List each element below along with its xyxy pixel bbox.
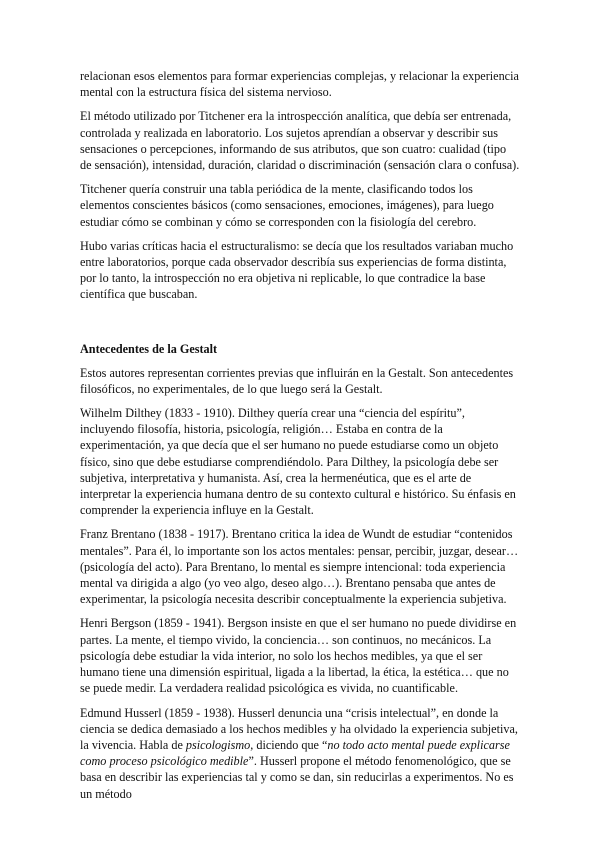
- section-spacer: [80, 311, 520, 327]
- paragraph-husserl: [80, 705, 520, 802]
- husserl-term: psicologismo: [185, 737, 251, 752]
- paragraph-titchener-method: El método utilizado por Titchener era la introspección analítica, que debía ser entrenada, controlada y realizada en laboratorio. Los sujetos aprendían a observar y describir sus sensaciones o percepciones, informando de sus atributos, que son cuatro: cualidad (tipo de sensación), intensidad, duración, claridad o discriminación (sensación clara o confusa).: [80, 109, 520, 173]
- paragraph-dilthey: Wilhelm Dilthey (1833 - 1910). Dilthey quería crear una “ciencia del espíritu”, incluyendo filosofía, historia, psicología, religión… Estaba en contra de la experimentación, ya que decía que el ser humano no puede estudiarse como un objeto físico, sino que debe estudiarse comprendiéndolo. Para Dilthey, la psicología debe ser subjetiva, interpretativa y humanista. Así, crea la hermenéutica, que es el arte de interpretar la experiencia humana dentro de su contexto cultural e histórico. Su énfasis en comprender la experiencia influye en la Gestalt.: [80, 406, 516, 518]
- husserl-text-3: ”. Husserl propone el método fenomenológico, que se basa en describir las experiencias tal y como se dan, sin reducirlas a experimentos. No es un método: [80, 754, 514, 801]
- husserl-quote: no todo acto mental puede explicarse como proceso psicológico medible: [80, 737, 510, 769]
- paragraph-titchener-table: Titchener quería construir una tabla periódica de la mente, clasificando todos los elementos conscientes básicos (como sensaciones, emociones, imágenes), para luego estudiar cómo se combinan y cómo se corresponden con la fisiología del cerebro.: [80, 182, 494, 229]
- husserl-text-2: , diciendo que “: [250, 737, 328, 752]
- section-heading: Antecedentes de la Gestalt: [80, 341, 218, 356]
- paragraph-structuralism-criticism: Hubo varias críticas hacia el estructuralismo: se decía que los resultados variaban mucho entre laboratorios, porque cada observador describía sus experiencias de forma distinta, por lo tanto, la introspección no era objetiva ni replicable, lo que contradice la base científica que buscaban.: [80, 238, 514, 302]
- paragraph-brentano: Franz Brentano (1838 - 1917). Brentano critica la idea de Wundt de estudiar “contenidos mentales”. Para él, lo importante son los actos mentales: pensar, percibir, juzgar, desear… (psicología del acto). Para Brentano, lo mental es siempre intencional: toda experiencia mental va dirigida a algo (yo veo algo, deseo algo…). Brentano pensaba que antes de experimentar, la psicología necesita describir conceptualmente la experiencia subjetiva.: [80, 527, 519, 607]
- paragraph-bergson: Henri Bergson (1859 - 1941). Bergson insiste en que el ser humano no puede dividirse en partes. La mente, el tiempo vivido, la conciencia… son continuos, no mecánicos. La psicología debe estudiar la vida interior, no solo los hechos medibles, ya que el ser humano tiene una dimensión espiritual, ligada a la libertad, la ética, la estética… que no se puede medir. La verdadera realidad psicológica es vivida, no cuantificable.: [80, 616, 517, 696]
- paragraph-structure-relation: relacionan esos elementos para formar experiencias complejas, y relacionar la experiencia mental con la estructura física del sistema nervioso.: [80, 69, 519, 100]
- paragraph-intro: Estos autores representan corrientes previas que influirán en la Gestalt. Son antecedentes filosóficos, no experimentales, de lo que luego será la Gestalt.: [80, 365, 514, 396]
- husserl-text-1: Edmund Husserl (1859 - 1938). Husserl denuncia una “crisis intelectual”, en donde la ciencia se dedica demasiado a los hechos medibles y ha olvidado la experiencia subjetiva, la vivencia. Habla de: [80, 705, 518, 752]
